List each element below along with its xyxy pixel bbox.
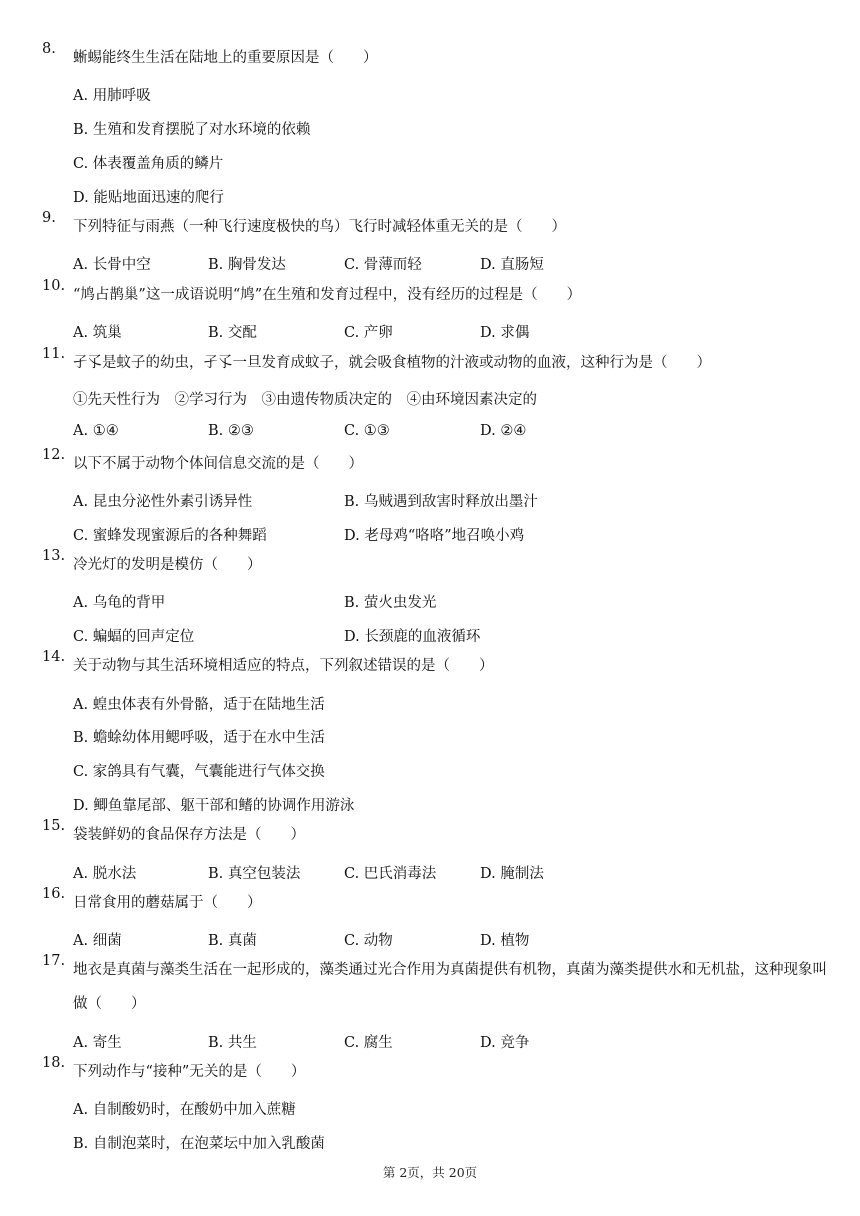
option-a: A. 乌龟的背甲 [73,595,166,611]
option-b: B. 萤火虫发光 [344,595,437,611]
option-b: B. 真菌 [208,933,257,949]
option-a: A. 长骨中空 [73,257,151,273]
option-b: B. 生殖和发育摆脱了对水环境的依赖 [73,122,311,138]
option-c: C. 骨薄而轻 [344,257,422,273]
question-14 [42,649,830,683]
question-stem: 地衣是真菌与藻类生活在一起形成的，藻类通过光合作用为真菌提供有机物，真菌为藻类提供水和无机盐，这种现象叫做（ ） [73,962,827,1012]
option-a: A. 脱水法 [73,866,137,882]
option-c: C. 蝙蝠的回声定位 [73,629,195,645]
question-17 [42,953,830,1021]
question-stem: “鸠占鹊巢”这一成语说明“鸠”在生殖和发育过程中，没有经历的过程是（ ） [73,287,582,303]
option-b: B. 自制泡菜时，在泡菜坛中加入乳酸菌 [73,1136,325,1152]
option-c: C. 体表覆盖角质的鳞片 [73,156,224,172]
question-number: 18. [42,1055,66,1071]
option-b: B. 真空包装法 [208,866,301,882]
option-d: D. 直肠短 [480,257,544,273]
question-stem: 以下不属于动物个体间信息交流的是（ ） [73,456,363,472]
option-a: A. 细菌 [73,933,122,949]
option-d: D. 腌制法 [480,866,544,882]
option-d: D. 植物 [480,933,530,949]
option-c: C. ①③ [344,423,390,439]
option-b: B. 胸骨发达 [208,257,286,273]
question-stem: 下列动作与“接种”无关的是（ ） [73,1064,306,1080]
option-c: C. 巴氏消毒法 [344,866,437,882]
option-d: D. ②④ [480,423,527,439]
question-number: 13. [42,548,66,564]
option-d: D. 老母鸡“咯咯”地召唤小鸡 [344,528,525,544]
option-b: B. 乌贼遇到敌害时释放出墨汁 [344,494,538,510]
question-stem: 下列特征与雨燕（一种飞行速度极快的鸟）飞行时减轻体重无关的是（ ） [73,219,566,235]
question-stem: 袋装鲜奶的食品保存方法是（ ） [73,827,305,843]
option-c: C. 蜜蜂发现蜜源后的各种舞蹈 [73,528,267,544]
question-stem: 孑孓是蚊子的幼虫，孑孓一旦发育成蚊子，就会吸食植物的汁液或动物的血液，这种行为是（ ） [73,355,711,371]
question-number: 10. [42,278,66,294]
option-b: B. 共生 [208,1035,257,1051]
question-number: 9. [42,210,56,226]
option-b: B. 交配 [208,325,257,341]
option-d: D. 竞争 [480,1035,530,1051]
option-d: D. 鲫鱼靠尾部、躯干部和鳍的协调作用游泳 [73,798,355,814]
option-b: B. 蟾蜍幼体用鳃呼吸，适于在水中生活 [73,730,325,746]
question-number: 8. [42,41,56,57]
question-12 [42,447,830,481]
option-d: D. 求偶 [480,325,530,341]
option-a: A. 筑巢 [73,325,122,341]
question-number: 12. [42,447,66,463]
option-d: D. 长颈鹿的血液循环 [344,629,481,645]
question-stem: 日常食用的蘑菇属于（ ） [73,895,262,911]
question-number: 11. [42,346,66,362]
question-18 [42,1055,830,1089]
question-number: 14. [42,649,66,665]
question-16 [42,886,830,920]
option-a: A. 寄生 [73,1035,122,1051]
option-c: C. 腐生 [344,1035,393,1051]
question-stem: 蜥蜴能终生生活在陆地上的重要原因是（ ） [73,50,378,66]
question-15 [42,818,830,852]
option-a: A. ①④ [73,423,119,439]
option-c: C. 动物 [344,933,393,949]
option-b: B. ②③ [208,423,254,439]
question-10 [42,278,830,312]
question-11 [42,346,830,380]
question-number: 16. [42,886,66,902]
question-number: 15. [42,818,66,834]
option-c: C. 产卵 [344,325,393,341]
question-stem: 关于动物与其生活环境相适应的特点，下列叙述错误的是（ ） [73,658,494,674]
option-a: A. 昆虫分泌性外素引诱异性 [73,494,253,510]
question-stem: 冷光灯的发明是模仿（ ） [73,557,262,573]
question-9 [42,210,830,244]
question-number: 17. [42,953,66,969]
question-13 [42,548,830,582]
page-footer: 第 2页，共 20页 [382,1165,478,1180]
question-sub-statements: ①先天性行为 ②学习行为 ③由遗传物质决定的 ④由环境因素决定的 [73,392,537,408]
option-a: A. 自制酸奶时，在酸奶中加入蔗糖 [73,1102,296,1118]
question-8 [42,41,830,75]
option-d: D. 能贴地面迅速的爬行 [73,190,224,206]
option-a: A. 用肺呼吸 [73,88,151,104]
option-c: C. 家鸽具有气囊，气囊能进行气体交换 [73,764,325,780]
option-a: A. 蝗虫体表有外骨骼，适于在陆地生活 [73,697,325,713]
